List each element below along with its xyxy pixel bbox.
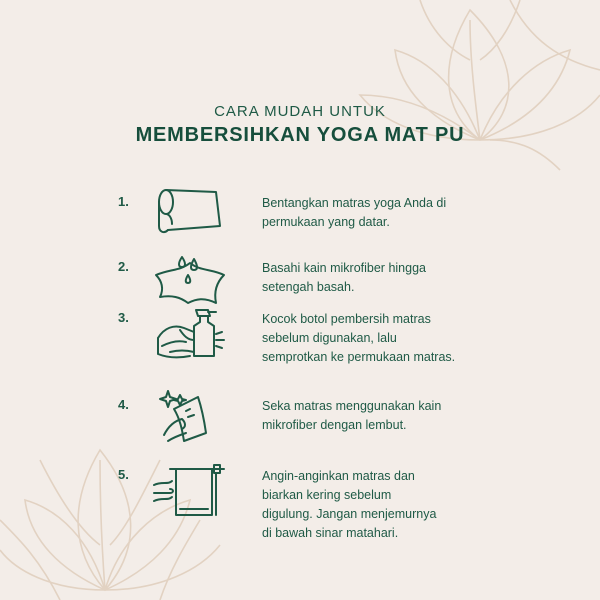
wiping-hand-icon — [150, 387, 230, 443]
step-line: Kocok botol pembersih matras — [262, 312, 431, 326]
step-line: setengah basah. — [262, 280, 355, 294]
step-text — [262, 259, 482, 297]
wet-cloth-icon — [150, 249, 230, 305]
step-line: biarkan kering sebelum — [262, 488, 392, 502]
step-number: 1. — [118, 194, 129, 209]
step-text — [262, 397, 482, 435]
subtitle: CARA MUDAH UNTUK — [214, 103, 386, 120]
drying-rack-icon — [150, 463, 230, 519]
step-text — [262, 467, 482, 543]
step-line: Angin-anginkan matras dan — [262, 469, 415, 483]
step-text — [262, 194, 482, 232]
rolled-mat-icon — [150, 184, 230, 240]
step-line: Basahi kain mikrofiber hingga — [262, 261, 426, 275]
step-line: Seka matras menggunakan kain — [262, 399, 442, 413]
step-number: 2. — [118, 259, 129, 274]
step-text — [262, 310, 482, 367]
step-line: Bentangkan matras yoga Anda di — [262, 196, 447, 210]
step-line: permukaan yang datar. — [262, 215, 390, 229]
page-title: MEMBERSIHKAN YOGA MAT PU — [135, 124, 465, 146]
step-number: 5. — [118, 467, 129, 482]
step-line: mikrofiber dengan lembut. — [262, 418, 407, 432]
step-line: sebelum digunakan, lalu — [262, 331, 397, 345]
step-line: digulung. Jangan menjemurnya — [262, 507, 437, 521]
step-line: di bawah sinar matahari. — [262, 526, 399, 540]
spray-bottle-hand-icon — [150, 306, 230, 362]
step-number: 4. — [118, 397, 129, 412]
step-number: 3. — [118, 310, 129, 325]
step-line: semprotkan ke permukaan matras. — [262, 350, 456, 364]
